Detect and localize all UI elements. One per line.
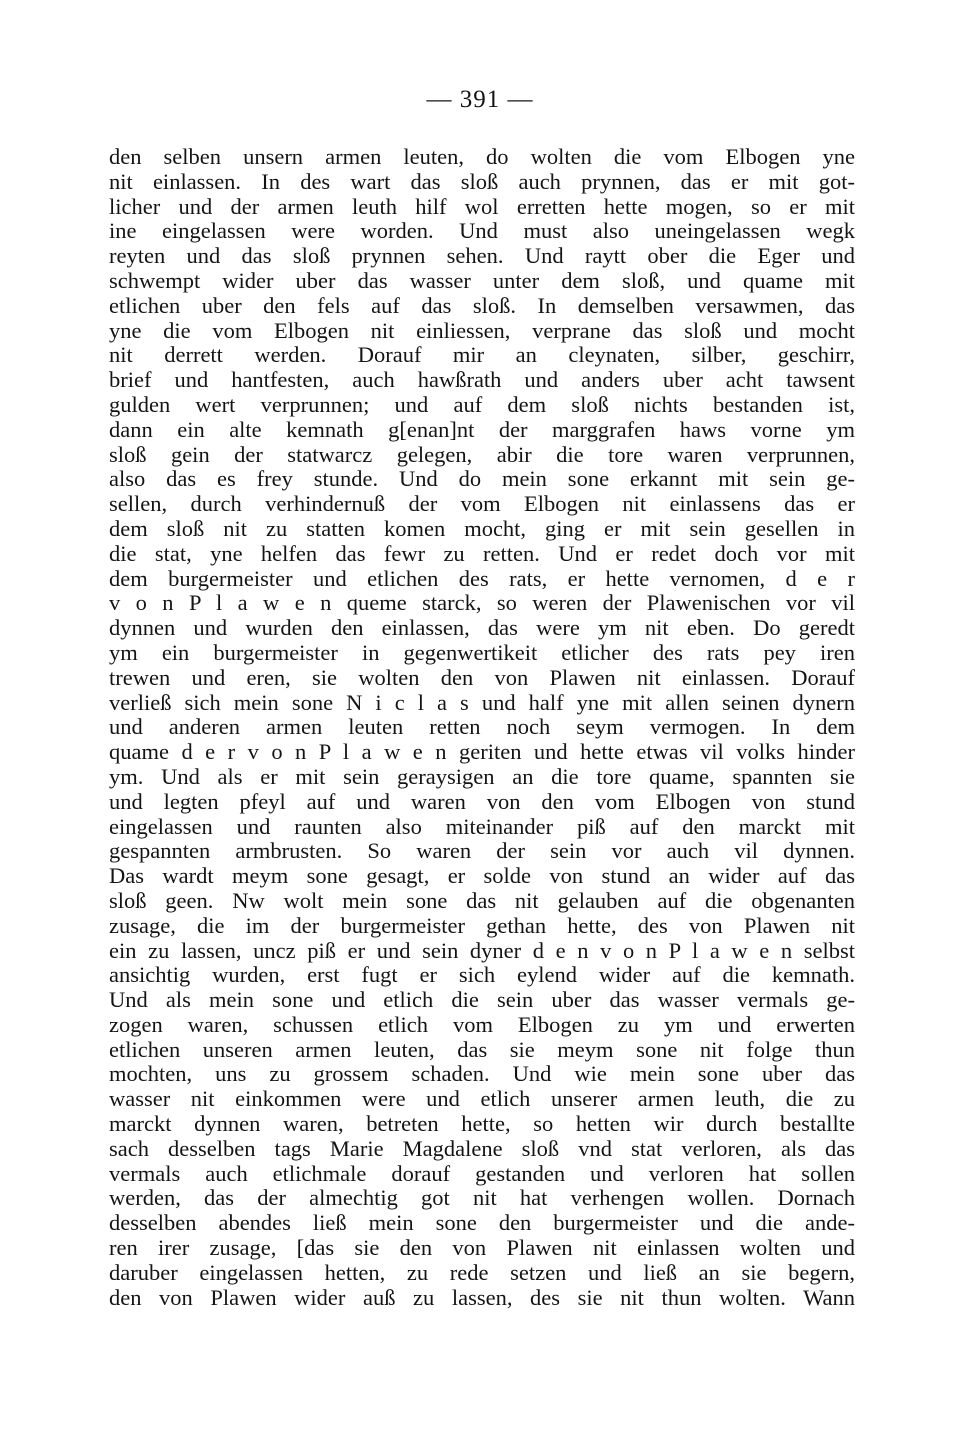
text-line: und legten pfeyl auf und waren von den vom Elbogen von stund — [109, 788, 855, 814]
text-line: ym. Und als er mit sein geraysigen an die tore quame, spannten sie — [109, 763, 855, 789]
text-line: quame d e r v o n P l a w e n geriten und hette etwas vil volks hinder — [109, 739, 855, 765]
text-line: ein zu lassen, uncz piß er und sein dyner d e n v o n P l a w e n selbst — [109, 937, 855, 963]
body-text — [109, 145, 855, 1310]
text-line: gulden wert verprunnen; und auf dem sloß nichts bestanden ist, — [109, 391, 855, 417]
text-line: den von Plawen wider auß zu lassen, des sie nit thun wolten. Wann — [109, 1284, 855, 1310]
text-line: dann ein alte kemnath g[enan]nt der marggrafen haws vorne ym — [109, 416, 855, 442]
page-number: — 391 — — [426, 86, 534, 113]
text-line: ine eingelassen were worden. Und must also uneingelassen wegk — [109, 218, 855, 244]
text-line: schwempt wider uber das wasser unter dem sloß, und quame mit — [109, 267, 855, 293]
text-line: dem sloß nit zu statten komen mocht, ging er mit sein gesellen in — [109, 515, 855, 541]
text-line: und anderen armen leuten retten noch seym vermogen. In dem — [109, 714, 855, 740]
text-line: zogen waren, schussen etlich vom Elbogen zu ym und erwerten — [109, 1011, 855, 1037]
text-line: sloß gein der statwarcz gelegen, abir die tore waren verprunnen, — [109, 441, 855, 467]
text-line: licher und der armen leuth hilf wol erretten hette mogen, so er mit — [109, 193, 855, 219]
text-line: verließ sich mein sone N i c l a s und half yne mit allen seinen dynern — [109, 689, 855, 715]
text-line: yne die vom Elbogen nit einliessen, verprane das sloß und mocht — [109, 317, 855, 343]
text-line: marckt dynnen waren, betreten hette, so hetten wir durch bestallte — [109, 1111, 855, 1137]
text-line: gespannten armbrusten. So waren der sein vor auch vil dynnen. — [109, 838, 855, 864]
text-line: vermals auch etlichmale dorauf gestanden und verloren hat sollen — [109, 1160, 855, 1186]
text-line: sloß geen. Nw wolt mein sone das nit gelauben auf die obgenanten — [109, 887, 855, 913]
text-line: eingelassen und raunten also miteinander piß auf den marckt mit — [109, 813, 855, 839]
text-line: dynnen und wurden den einlassen, das were ym nit eben. Do geredt — [109, 615, 855, 641]
text-line: trewen und eren, sie wolten den von Plawen nit einlassen. Dorauf — [109, 664, 855, 690]
text-line: sach desselben tags Marie Magdalene sloß vnd stat verloren, als das — [109, 1135, 855, 1161]
text-line: ren irer zusage, [das sie den von Plawen nit einlassen wolten und — [109, 1235, 855, 1261]
text-line: Und als mein sone und etlich die sein uber das wasser vermals ge- — [109, 987, 855, 1013]
text-line: ansichtig wurden, erst fugt er sich eylend wider auf die kemnath. — [109, 962, 855, 988]
text-line: daruber eingelassen hetten, zu rede setzen und ließ an sie begern, — [109, 1259, 855, 1285]
text-line: reyten und das sloß prynnen sehen. Und raytt ober die Eger und — [109, 243, 855, 269]
text-line: brief und hantfesten, auch hawßrath und anders uber acht tawsent — [109, 367, 855, 393]
text-line: die stat, yne helfen das fewr zu retten. Und er redet doch vor mit — [109, 540, 855, 566]
text-line: also das es frey stunde. Und do mein sone erkannt mit sein ge- — [109, 466, 855, 492]
text-line: dem burgermeister und etlichen des rats, er hette vernomen, d e r — [109, 565, 855, 591]
text-line: werden, das der almechtig got nit hat verhengen wollen. Dornach — [109, 1185, 855, 1211]
text-line: zusage, die im der burgermeister gethan hette, des von Plawen nit — [109, 912, 855, 938]
text-line: etlichen uber den fels auf das sloß. In demselben versawmen, das — [109, 292, 855, 318]
text-line: desselben abendes ließ mein sone den burgermeister und die ande- — [109, 1210, 855, 1236]
text-line: wasser nit einkommen were und etlich unserer armen leuth, die zu — [109, 1086, 855, 1112]
text-line: ym ein burgermeister in gegenwertikeit etlicher des rats pey iren — [109, 639, 855, 665]
text-line: den selben unsern armen leuten, do wolten die vom Elbogen yne — [109, 144, 855, 169]
text-line: etlichen unseren armen leuten, das sie meym sone nit folge thun — [109, 1036, 855, 1062]
text-line: nit derrett werden. Dorauf mir an cleynaten, silber, geschirr, — [109, 342, 855, 368]
text-line: sellen, durch verhindernuß der vom Elbogen nit einlassens das er — [109, 491, 855, 517]
text-line: mochten, uns zu grossem schaden. Und wie mein sone uber das — [109, 1061, 855, 1087]
text-line: Das wardt meym sone gesagt, er solde von stund an wider auf das — [109, 863, 855, 889]
text-line: v o n P l a w e n queme starck, so weren der Plawenischen vor vil — [109, 590, 855, 616]
text-line: nit einlassen. In des wart das sloß auch prynnen, das er mit got- — [109, 168, 855, 194]
